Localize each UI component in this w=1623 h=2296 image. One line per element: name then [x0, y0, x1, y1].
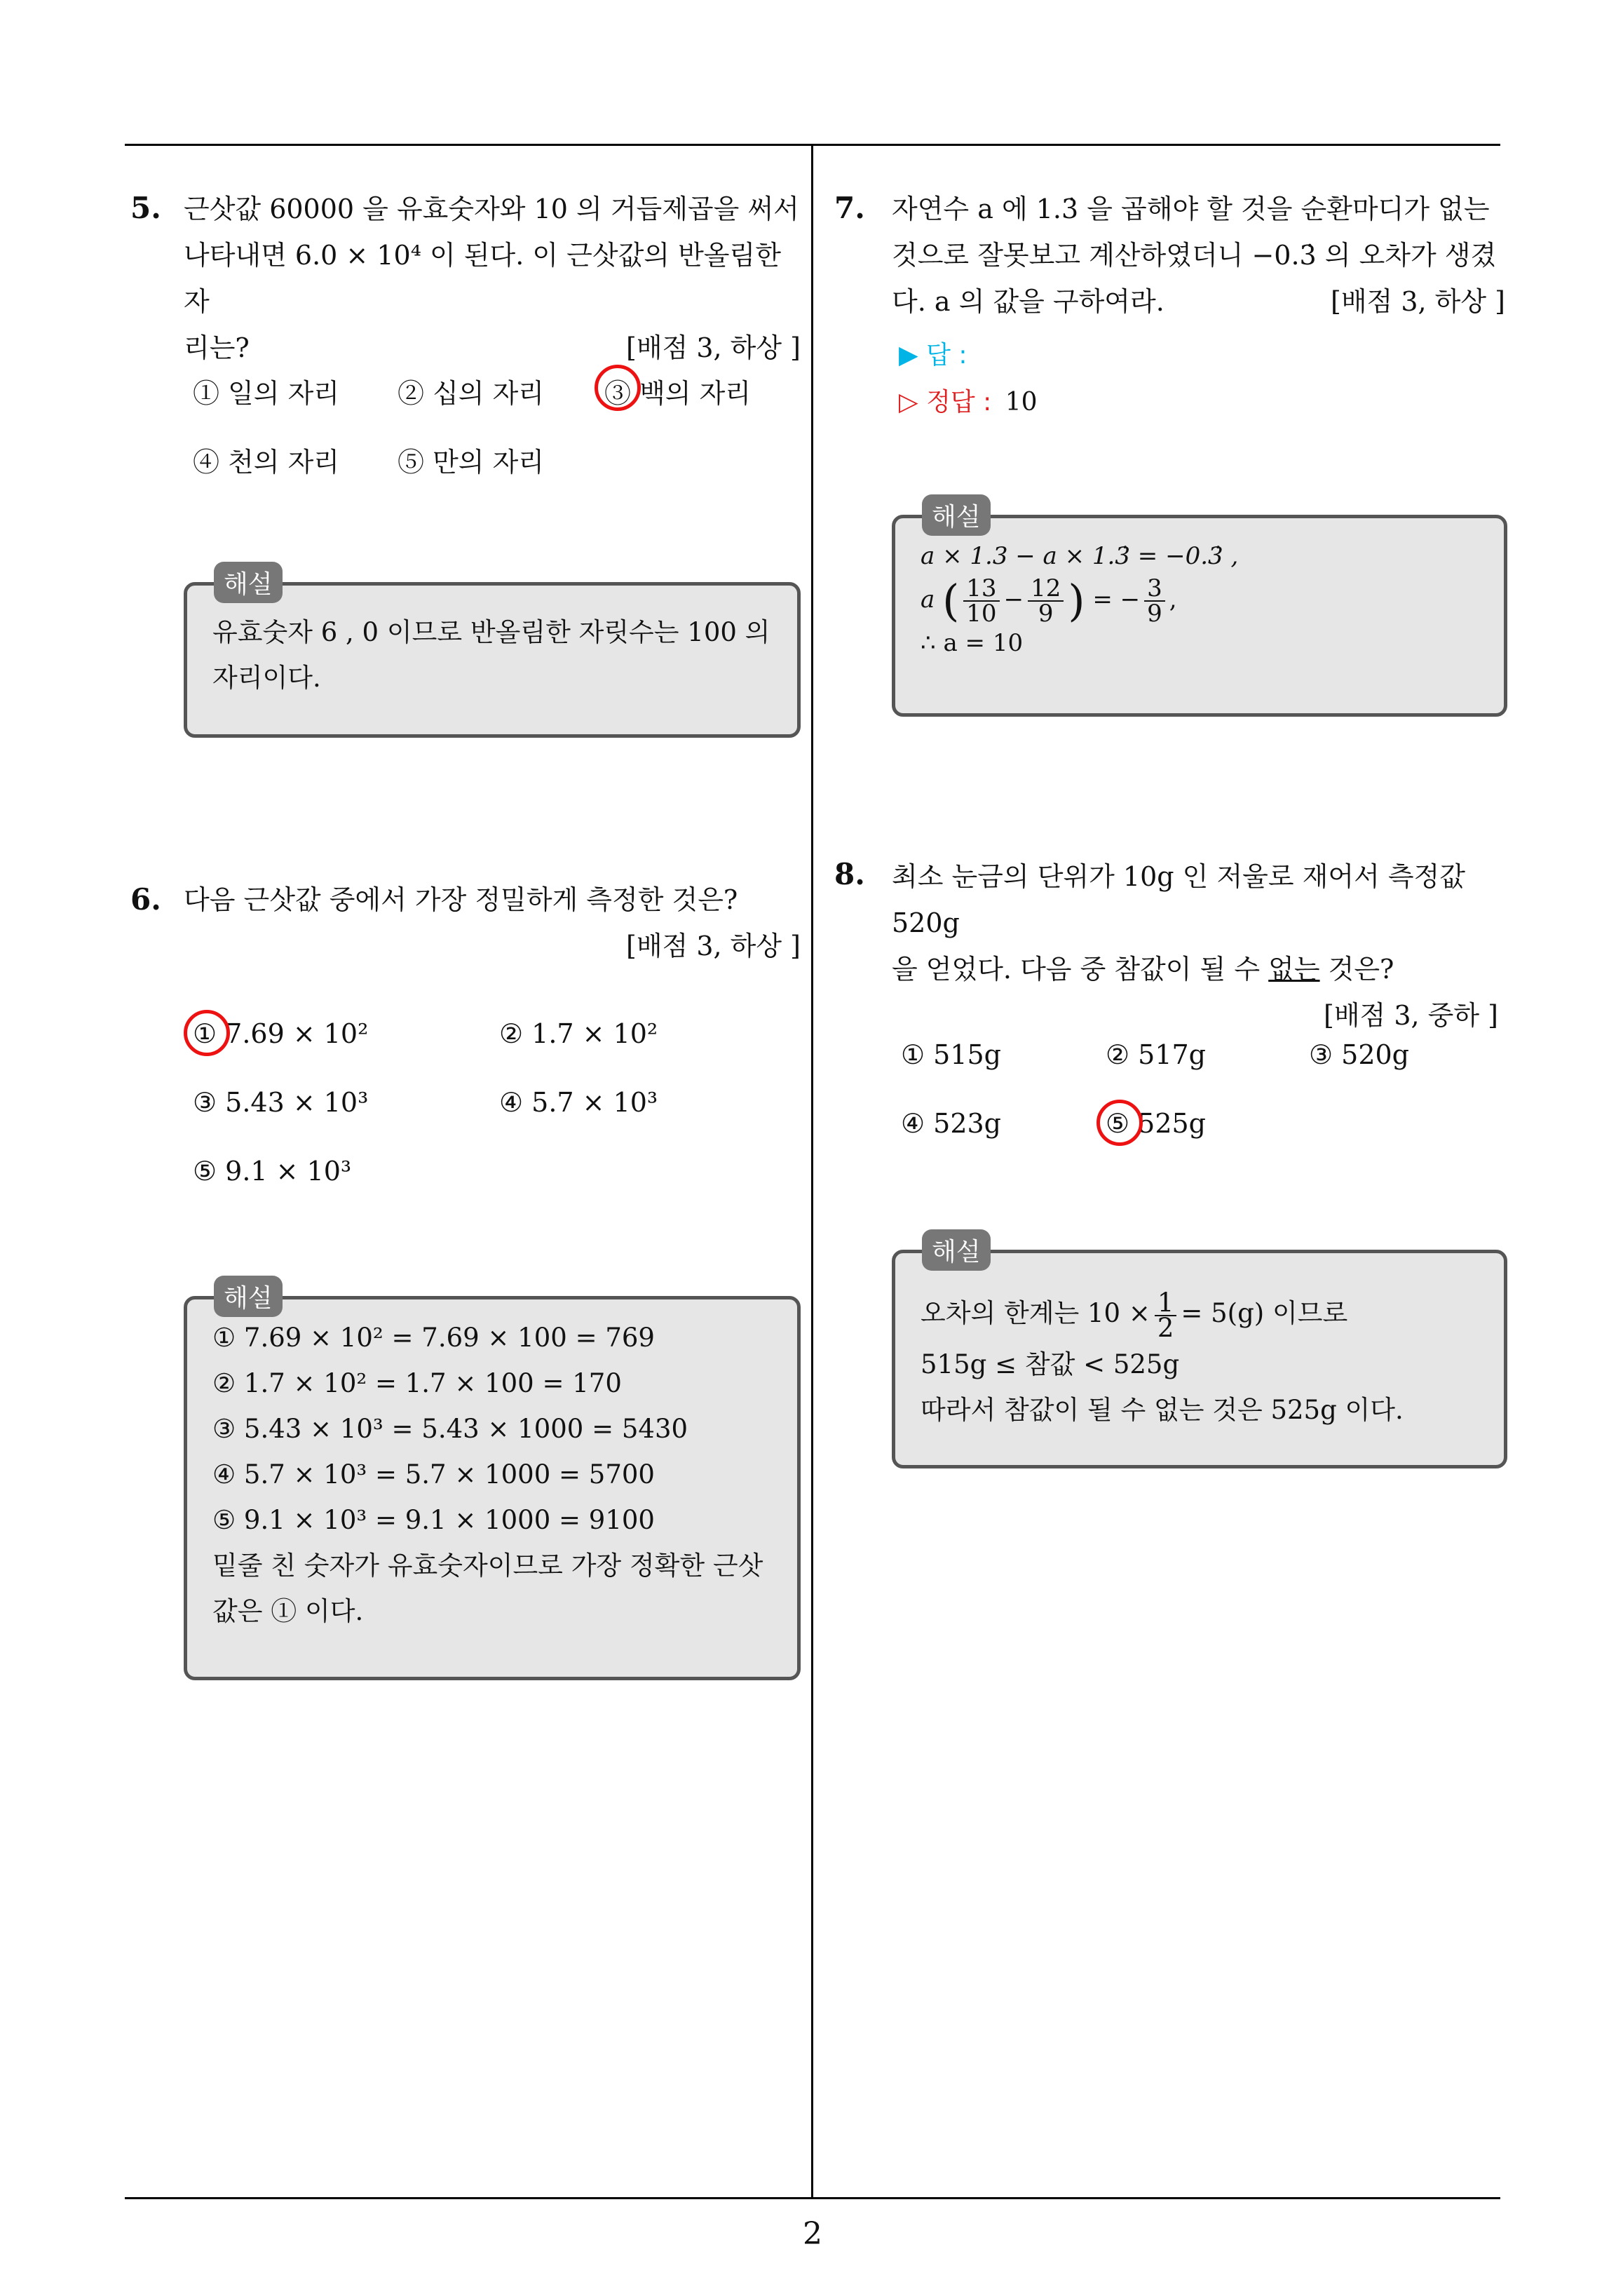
q7-answer-label: ▶ 답 : [899, 341, 967, 370]
q6-explanation-line-2: ② 1.7 × 10² = 1.7 × 100 = 170 [212, 1368, 622, 1398]
q7-correct-label: ▷ 정답 : 10 [899, 388, 1038, 417]
q8-explanation-tag: 해설 [922, 1229, 991, 1271]
q6-line-1: 다음 근삿값 중에서 가장 정밀하게 측정한 것은? [184, 884, 738, 915]
q8-choice-4[interactable]: ④ 523g [901, 1108, 1002, 1139]
question-5-text [184, 186, 801, 371]
q5-line-2: 나타내면 6.0 × 10⁴ 이 된다. 이 근삿값의 반올림한 자 [184, 240, 781, 317]
question-7-number: 7. [834, 191, 865, 225]
q6-score: [배점 3, 하상 ] [626, 931, 801, 961]
q5-explanation-line-1: 유효숫자 6 , 0 이므로 반올림한 자릿수는 100 의 [212, 617, 770, 647]
question-8-number: 8. [834, 857, 865, 891]
q5-explanation-line-2: 자리이다. [212, 663, 321, 693]
bottom-rule [125, 2197, 1500, 2199]
q5-line-3: 리는? [배점 3, 하상 ] [184, 325, 801, 371]
q6-explanation-line-3: ③ 5.43 × 10³ = 5.43 × 1000 = 5430 [212, 1414, 688, 1444]
q5-choice-3[interactable]: ③ 백의 자리 [604, 378, 751, 409]
q8-choice-2[interactable]: ② 517g [1106, 1039, 1207, 1070]
q6-choice-1[interactable]: ① 7.69 × 10² [193, 1018, 369, 1049]
q8-explanation-line-1: 오차의 한계는 10 × $\frac{1}{2}$ = 5(g) 이므로 [921, 1287, 1348, 1343]
q7-line-3: 다. a 의 값을 구하여라. [배점 3, 하상 ] [892, 278, 1505, 325]
page-number: 2 [803, 2216, 822, 2252]
q5-line-1: 근삿값 60000 을 유효숫자와 10 의 거듭제곱을 써서 [184, 194, 799, 224]
q6-explanation-line-1: ① 7.69 × 10² = 7.69 × 100 = 769 [212, 1323, 655, 1353]
q6-choice-5[interactable]: ⑤ 9.1 × 10³ [193, 1156, 352, 1187]
q5-score: [배점 3, 하상 ] [626, 332, 801, 363]
q8-answer-mark-icon [1096, 1100, 1143, 1146]
column-divider [811, 144, 813, 2199]
q8-choice-1[interactable]: ① 515g [901, 1039, 1002, 1070]
q7-correct-value: 10 [1005, 388, 1038, 417]
q6-explanation-line-4: ④ 5.7 × 10³ = 5.7 × 1000 = 5700 [212, 1459, 655, 1490]
q5-explanation-tag: 해설 [214, 562, 283, 603]
q8-line-1: 최소 눈금의 단위가 10g 인 저울로 재어서 측정값 520g [892, 861, 1465, 938]
q7-line-1: 자연수 a 에 1.3̇ 을 곱해야 할 것을 순환마디가 없는 [892, 194, 1490, 224]
q6-choice-4[interactable]: ④ 5.7 × 10³ [499, 1087, 658, 1118]
q5-answer-mark-icon [595, 365, 641, 411]
q6-explanation-line-7: 값은 ① 이다. [212, 1596, 364, 1626]
q5-explanation-box [184, 570, 801, 738]
question-8-text [892, 853, 1505, 1039]
question-6-text [184, 877, 801, 969]
q5-choice-5[interactable]: ⑤ 만의 자리 [398, 447, 544, 478]
q7-explanation-line-3: ∴ a = 10 [921, 629, 1024, 657]
q8-choice-5[interactable]: ⑤ 525g [1106, 1108, 1207, 1139]
q8-explanation-box [892, 1238, 1507, 1468]
q7-explanation-line-1: a × 1.3 − a × 1.3̇ = −0.3̇ , [921, 542, 1239, 570]
q5-choice-4[interactable]: ④ 천의 자리 [193, 447, 339, 478]
q6-explanation-box [184, 1284, 801, 1680]
q6-explanation-line-5: ⑤ 9.1 × 10³ = 9.1 × 1000 = 9100 [212, 1505, 655, 1535]
q8-choice-3[interactable]: ③ 520g [1309, 1039, 1410, 1070]
q7-line-2: 것으로 잘못보고 계산하였더니 −0.3̇ 의 오차가 생겼 [892, 240, 1497, 271]
q6-choice-3[interactable]: ③ 5.43 × 10³ [193, 1087, 369, 1118]
q8-score: [배점 3, 중하 ] [1324, 1000, 1498, 1031]
q7-explanation-box [892, 503, 1507, 717]
question-5-number: 5. [130, 191, 161, 225]
q7-explanation-tag: 해설 [922, 494, 991, 536]
q7-explanation-line-2: a ( $\frac{13}{10}$ − $\frac{12}{9}$ ) = − $\frac{3}{9}$ , [921, 574, 1177, 628]
q5-choice-1[interactable]: ① 일의 자리 [193, 378, 339, 409]
q7-score: [배점 3, 하상 ] [1331, 286, 1505, 317]
q6-explanation-line-6: 밑줄 친 숫자가 유효숫자이므로 가장 정확한 근삿 [212, 1551, 763, 1581]
q6-choice-2[interactable]: ② 1.7 × 10² [499, 1018, 658, 1049]
question-6-number: 6. [130, 882, 161, 917]
q6-explanation-tag: 해설 [214, 1276, 283, 1317]
q8-explanation-line-3: 따라서 참값이 될 수 없는 것은 525g 이다. [921, 1395, 1404, 1425]
q8-line-2: 을 얻었다. 다음 중 참값이 될 수 없는 것은? [892, 954, 1394, 985]
q8-explanation-line-2: 515g ≤ 참값 < 525g [921, 1349, 1180, 1379]
question-7-text [892, 186, 1505, 325]
q5-choice-2[interactable]: ② 십의 자리 [398, 378, 544, 409]
q6-answer-mark-icon [184, 1010, 230, 1056]
